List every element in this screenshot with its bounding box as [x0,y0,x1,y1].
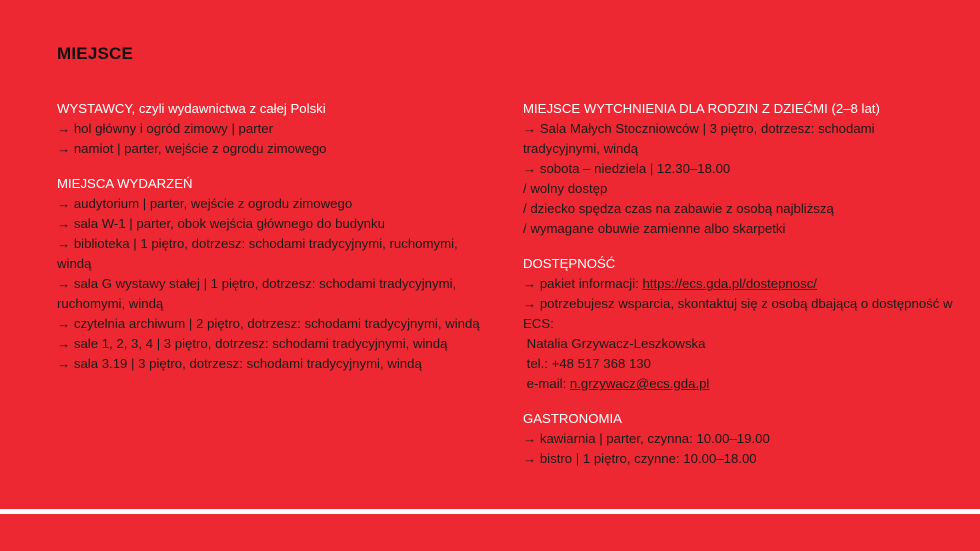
list-item: → sala G wystawy stałej | 1 piętro, dotrzesz: schodami tradycyjnymi, ruchomymi, windą [57,276,457,311]
list-item: → sala 3.19 | 3 piętro, dotrzesz: schodami tradycyjnymi, windą [57,356,422,371]
list-item: → potrzebujesz wsparcia, skontaktuj się z osobą dbającą o dostępność w ECS: [523,296,953,331]
list-item: → Sala Małych Stoczniowców | 3 piętro, dotrzesz: schodami tradycyjnymi, windą [523,121,875,156]
list-item: → sala W-1 | parter, obok wejścia głównego do budynku [57,216,385,231]
list-item: → czytelnia archiwum | 2 piętro, dotrzesz: schodami tradycyjnymi, windą [57,316,480,331]
contact-name: Natalia Grzywacz-Leszkowska [523,336,706,351]
section-heading: GASTRONOMIA [523,411,622,426]
list-item: / wymagane obuwie zamienne albo skarpetki [523,221,786,236]
contact-email [523,374,953,394]
section-wytchnienie [523,99,953,239]
email-link[interactable]: n.grzywacz@ecs.gda.pl [569,376,710,391]
contact-phone: tel.: +48 517 368 130 [523,356,651,371]
list-item: → bistro | 1 piętro, czynne: 10.00–18.00 [523,451,757,466]
section-heading: MIEJSCE WYTCHNIENIA DLA RODZIN Z DZIEĆMI (2–8 lat) [523,101,880,116]
section-dostepnosc [523,254,953,394]
list-item: → sobota – niedziela | 12.30–18.00 [523,161,731,176]
section-heading: DOSTĘPNOŚĆ [523,256,616,271]
list-item: → kawiarnia | parter, czynna: 10.00–19.00 [523,431,770,446]
section-wystawcy [57,99,487,159]
page-title: MIEJSCE [57,44,134,63]
list-item [523,274,953,294]
right-column [523,99,953,484]
list-item: → namiot | parter, wejście z ogrodu zimowego [57,141,327,156]
section-miejsca-wydarzen [57,174,487,374]
section-gastronomia [523,409,953,469]
list-item: → hol główny i ogród zimowy | parter [57,121,273,136]
left-column [57,99,487,389]
list-item: → biblioteka | 1 piętro, dotrzesz: schodami tradycyjnymi, ruchomymi, windą [57,236,458,271]
list-item: → audytorium | parter, wejście z ogrodu zimowego [57,196,353,211]
list-item: / wolny dostęp [523,181,608,196]
list-item: / dziecko spędza czas na zabawie z osobą najbliższą [523,201,834,216]
bottom-stripe [0,509,980,514]
section-heading: WYSTAWCY, czyli wydawnictwa z całej Polski [57,101,326,116]
pakiet-prefix: → pakiet informacji: [523,276,643,291]
list-item: → sale 1, 2, 3, 4 | 3 piętro, dotrzesz: schodami tradycyjnymi, windą [57,336,448,351]
section-heading: MIEJSCA WYDARZEŃ [57,176,193,191]
accessibility-link[interactable]: https://ecs.gda.pl/dostepnosc/ [642,276,817,291]
email-prefix: e-mail: [523,376,570,391]
